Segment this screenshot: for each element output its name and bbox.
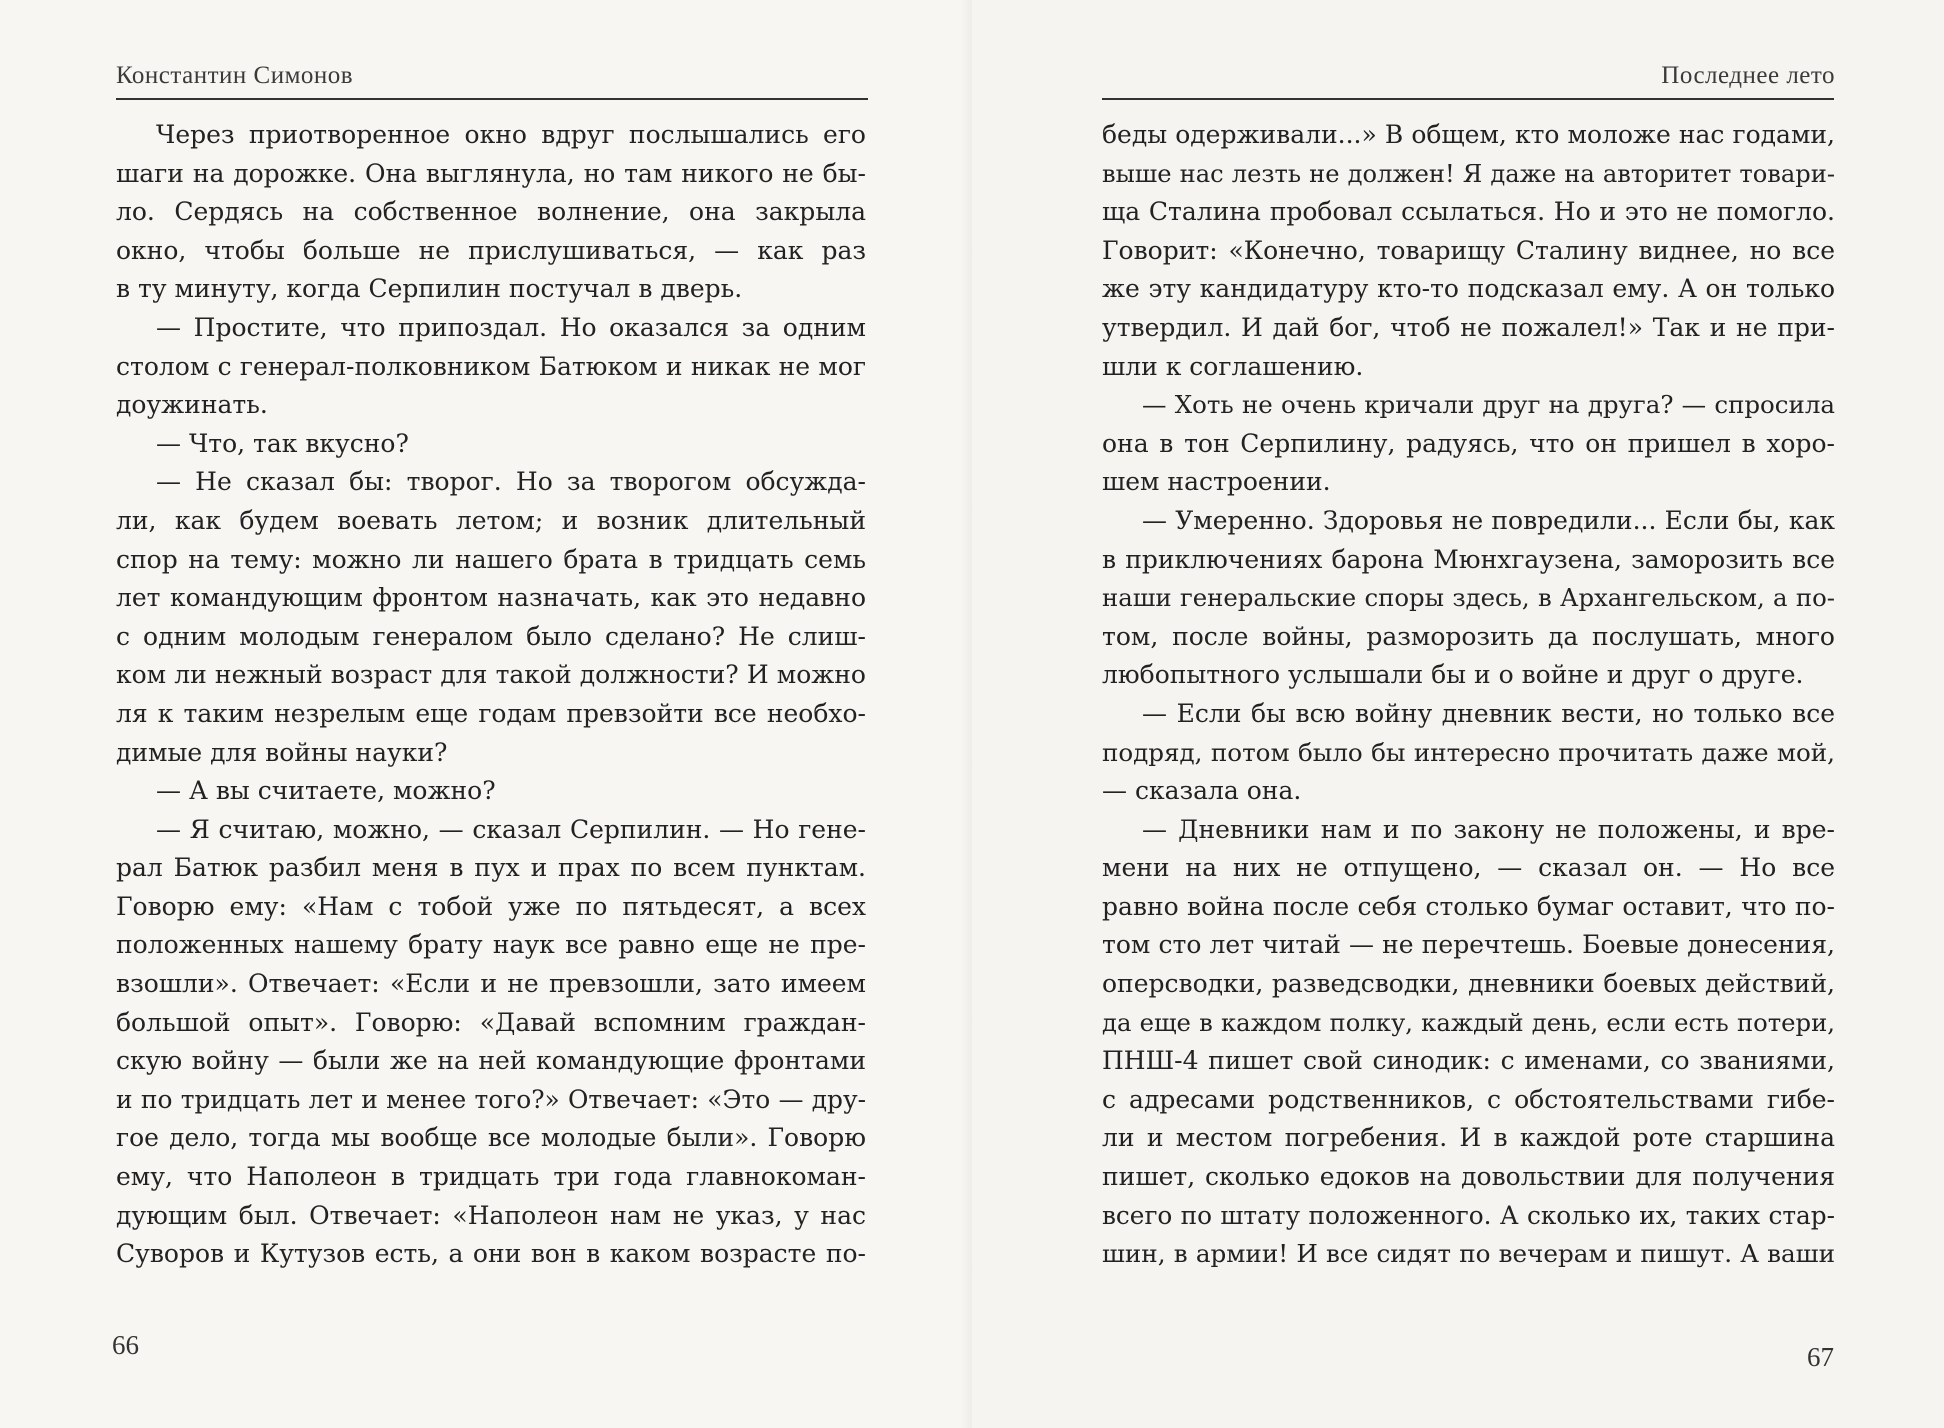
text-line: ли, как будем воевать летом; и возник длительный xyxy=(116,505,866,535)
text-line: спор на тему: можно ли нашего брата в тридцать семь xyxy=(116,544,866,574)
running-head-author: Константин Симонов xyxy=(116,62,354,89)
left-page-body xyxy=(116,116,866,1274)
text-line: и по тридцать лет и менее того?» Отвечает: «Это — дру- xyxy=(116,1084,866,1114)
text-line: большой опыт». Говорю: «Давай вспомним граждан- xyxy=(116,1007,866,1037)
right-page-body xyxy=(1102,116,1835,1274)
text-line: шли к соглашению. xyxy=(1102,351,1364,381)
text-line: — Умеренно. Здоровья не повредили... Если бы, как xyxy=(1142,505,1835,535)
text-line: Говорю ему: «Нам с тобой уже по пятьдесят, а всех xyxy=(116,891,866,921)
text-line: ля к таким незрелым еще годам превзойти все необхо- xyxy=(116,698,866,728)
text-line: подряд, потом было бы интересно прочитать даже мой, xyxy=(1102,737,1835,767)
text-line: выше нас лезть не должен! Я даже на авторитет товари- xyxy=(1102,159,1835,188)
text-line: всего по штату положенного. А сколько их, таких стар- xyxy=(1102,1200,1835,1230)
text-line: шаги на дорожке. Она выглянула, но там никого не бы- xyxy=(116,158,866,188)
text-line: — Что, так вкусно? xyxy=(156,428,409,458)
text-line: в приключениях барона Мюнхгаузена, заморозить все xyxy=(1102,544,1835,574)
text-line: мени на них не отпущено, — сказал он. — Но все xyxy=(1102,853,1835,883)
text-line: окно, чтобы больше не прислушиваться, — как раз xyxy=(116,235,866,265)
page-number-right: 67 xyxy=(1807,1342,1834,1372)
text-line: шем настроении. xyxy=(1102,467,1331,497)
text-line: — Не сказал бы: творог. Но за творогом обсужда- xyxy=(156,467,866,497)
text-line: — сказала она. xyxy=(1102,776,1302,806)
text-line: Через приотворенное окно вдруг послышались его xyxy=(156,120,866,149)
text-line: том сто лет читай — не перечтешь. Боевые донесения, xyxy=(1102,930,1835,960)
text-line: — Если бы всю войну дневник вести, но только все xyxy=(1142,698,1835,728)
text-line: шин, в армии! И все сидят по вечерам и пишут. А ваши xyxy=(1102,1239,1835,1269)
running-head-title: Последнее лето xyxy=(1661,62,1835,89)
text-line: — А вы считаете, можно? xyxy=(156,776,496,806)
text-line: наши генеральские споры здесь, в Архангельском, а по- xyxy=(1102,583,1835,613)
text-line: да еще в каждом полку, каждый день, если есть потери, xyxy=(1102,1007,1835,1037)
text-line: любопытного услышали бы и о войне и друг о друге. xyxy=(1102,660,1804,690)
text-line: ему, что Наполеон в тридцать три года главнокоман- xyxy=(116,1162,866,1192)
page-number-left: 66 xyxy=(112,1330,139,1360)
text-line: положенных нашему брату наук все равно еще не пре- xyxy=(116,930,866,960)
text-line: столом с генерал-полковником Батюком и никак не мог xyxy=(116,351,866,381)
text-line: с адресами родственников, с обстоятельствами гибе- xyxy=(1102,1084,1835,1114)
text-line: Говорит: «Конечно, товарищу Сталину виднее, но все xyxy=(1102,235,1835,265)
text-line: димые для войны науки? xyxy=(116,737,448,767)
text-line: ли и местом погребения. И в каждой роте старшина xyxy=(1102,1123,1835,1153)
text-line: пишет, сколько едоков на довольствии для получения xyxy=(1102,1162,1835,1192)
text-line: — Хоть не очень кричали друг на друга? — спросила xyxy=(1142,390,1835,420)
header-rule xyxy=(116,98,868,100)
text-line: доужинать. xyxy=(116,390,268,420)
header-rule xyxy=(1102,98,1834,100)
text-line: Суворов и Кутузов есть, а они вон в каком возрасте по- xyxy=(116,1239,866,1269)
text-line: беды одерживали...» В общем, кто моложе нас годами, xyxy=(1102,120,1835,149)
text-line: с одним молодым генералом было сделано? Не слиш- xyxy=(116,621,866,651)
text-line: же эту кандидатуру кто-то подсказал ему. А он только xyxy=(1102,274,1835,304)
right-page xyxy=(972,0,1944,1428)
text-line: том, после войны, разморозить да послушать, много xyxy=(1102,621,1835,651)
text-line: в ту минуту, когда Серпилин постучал в дверь. xyxy=(116,274,743,304)
text-line: взошли». Отвечает: «Если и не превзошли, зато имеем xyxy=(116,969,866,999)
text-line: — Я считаю, можно, — сказал Серпилин. — Но гене- xyxy=(156,814,866,844)
text-line: она в тон Серпилину, радуясь, что он пришел в хоро- xyxy=(1102,428,1835,458)
text-line: скую войну — были же на ней командующие фронтами xyxy=(116,1046,866,1076)
text-line: лет командующим фронтом назначать, как это недавно xyxy=(116,583,866,613)
text-line: ло. Сердясь на собственное волнение, она закрыла xyxy=(116,197,866,227)
text-line: ком ли нежный возраст для такой должности? И можно xyxy=(116,660,866,690)
text-line: рал Батюк разбил меня в пух и прах по всем пунктам. xyxy=(116,853,866,883)
text-line: утвердил. И дай бог, чтоб не пожалел!» Так и не при- xyxy=(1102,312,1835,342)
text-line: равно война после себя столько бумаг оставит, что по- xyxy=(1102,891,1835,921)
text-line: — Простите, что припоздал. Но оказался за одним xyxy=(156,312,866,342)
text-line: дующим был. Отвечает: «Наполеон нам не указ, у нас xyxy=(116,1200,866,1230)
text-line: ща Сталина пробовал ссылаться. Но и это не помогло. xyxy=(1102,197,1835,227)
text-line: гое дело, тогда мы вообще все молодые были». Говорю xyxy=(116,1123,866,1153)
text-line: — Дневники нам и по закону не положены, и вре- xyxy=(1142,814,1835,844)
text-line: оперсводки, разведсводки, дневники боевых действий, xyxy=(1102,969,1835,999)
text-line: ПНШ-4 пишет свой синодик: с именами, со званиями, xyxy=(1102,1046,1835,1076)
